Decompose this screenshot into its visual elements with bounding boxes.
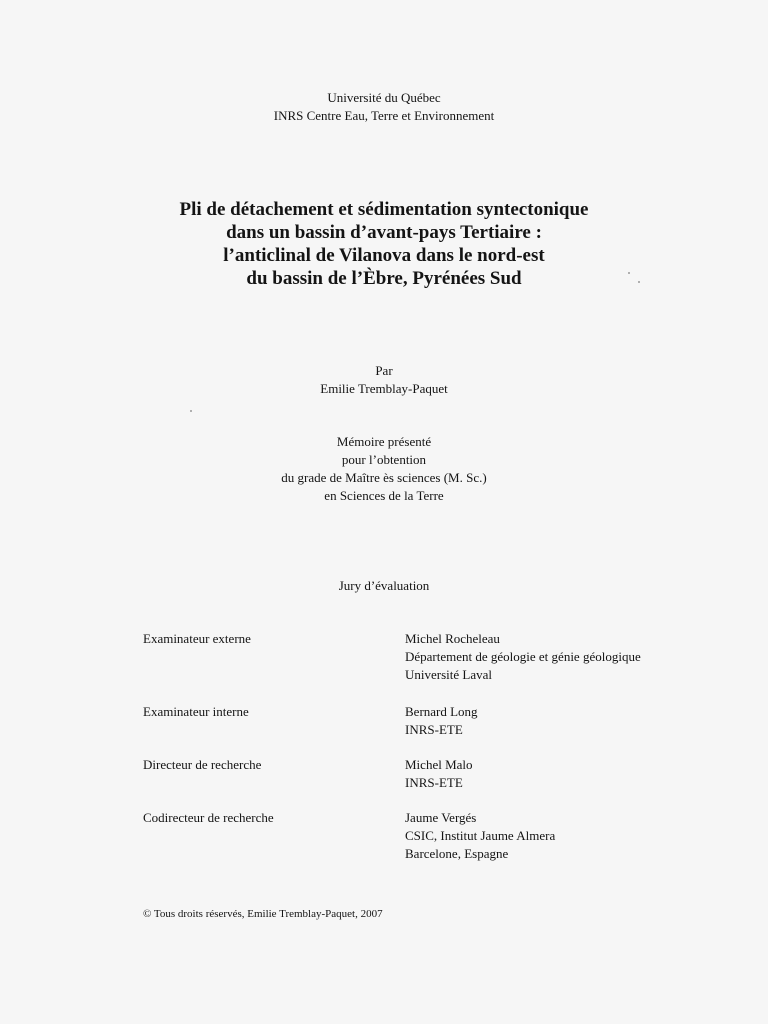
author-block	[0, 362, 768, 398]
institute-name: INRS Centre Eau, Terre et Environnement	[273, 108, 495, 123]
jury-heading	[0, 577, 768, 595]
jury-role: Codirecteur de recherche	[143, 810, 274, 825]
scan-speck	[190, 410, 192, 412]
thesis-line: du grade de Maître ès sciences (M. Sc.)	[281, 470, 487, 485]
jury-member	[405, 809, 555, 863]
member-line: CSIC, Institut Jaume Almera	[405, 828, 556, 843]
member-line: Michel Rocheleau	[405, 631, 500, 646]
member-line: Département de géologie et génie géologique	[405, 649, 641, 664]
jury-member	[405, 703, 478, 739]
author-name: Emilie Tremblay-Paquet	[320, 381, 448, 396]
jury-member	[405, 756, 473, 792]
jury-role: Examinateur externe	[143, 631, 251, 646]
member-line: Michel Malo	[405, 757, 473, 772]
jury-member	[405, 630, 641, 684]
thesis-line: pour l’obtention	[341, 452, 427, 467]
copyright-notice: © Tous droits réservés, Emilie Tremblay-Paquet, 2007	[143, 908, 383, 920]
title-line: Pli de détachement et sédimentation syntectonique	[179, 199, 589, 220]
thesis-line: en Sciences de la Terre	[324, 488, 444, 503]
author-by: Par	[375, 363, 393, 378]
institution-header	[0, 89, 768, 125]
member-line: Barcelone, Espagne	[405, 846, 509, 861]
thesis-line: Mémoire présenté	[336, 434, 432, 449]
thesis-title	[0, 198, 768, 290]
title-line: du bassin de l’Èbre, Pyrénées Sud	[246, 268, 522, 289]
member-line: Bernard Long	[405, 704, 478, 719]
jury-role: Directeur de recherche	[143, 757, 262, 772]
member-line: INRS-ETE	[405, 722, 463, 737]
jury-role: Examinateur interne	[143, 704, 249, 719]
member-line: INRS-ETE	[405, 775, 463, 790]
title-line: dans un bassin d’avant-pays Tertiaire :	[226, 222, 542, 243]
title-line: l’anticlinal de Vilanova dans le nord-est	[223, 245, 545, 266]
university-name: Université du Québec	[327, 90, 441, 105]
thesis-description	[0, 433, 768, 505]
jury-heading-text: Jury d’évaluation	[338, 578, 430, 593]
member-line: Université Laval	[405, 667, 492, 682]
member-line: Jaume Vergés	[405, 810, 477, 825]
